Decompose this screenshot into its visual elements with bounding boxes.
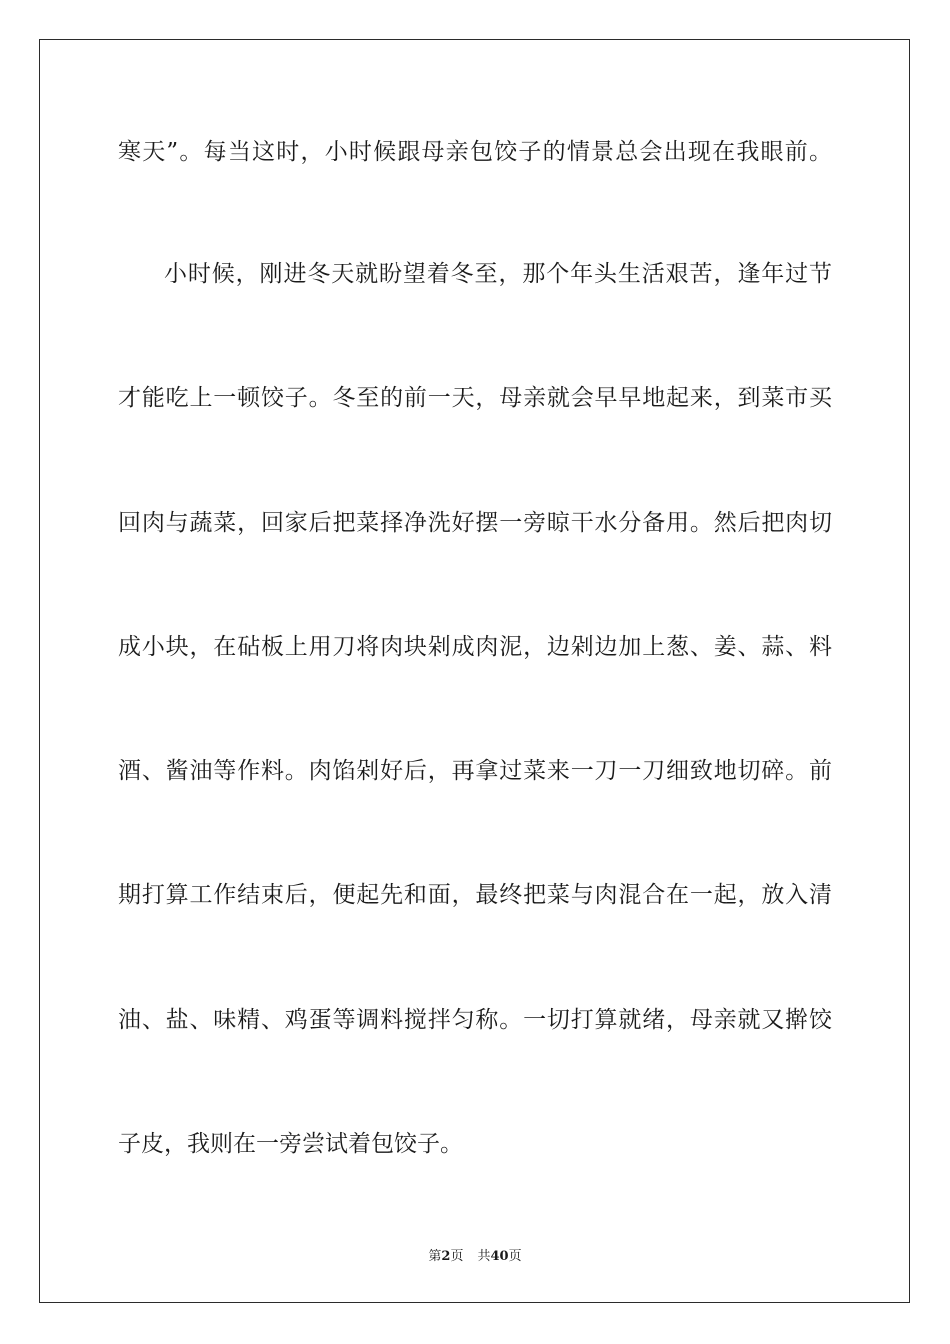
total-label-suffix: 页 bbox=[508, 1249, 522, 1264]
text-line: 成小块，在砧板上用刀将肉块剁成肉泥，边剁边加上葱、姜、蒜、料 bbox=[118, 634, 832, 660]
page-number: 2 bbox=[441, 1249, 451, 1264]
text-line: 子皮，我则在一旁尝试着包饺子。 bbox=[118, 1131, 463, 1157]
text-line: 期打算工作结束后，便起先和面，最终把菜与肉混合在一起，放入清 bbox=[118, 882, 832, 908]
text-line: 小时候，刚进冬天就盼望着冬至，那个年头生活艰苦，逢年过节 bbox=[164, 261, 832, 287]
text-line: 油、盐、味精、鸡蛋等调料搅拌匀称。一切打算就绪，母亲就又擀饺 bbox=[118, 1007, 832, 1033]
page-footer bbox=[0, 1249, 950, 1265]
page-label-prefix: 第 bbox=[428, 1249, 442, 1264]
text-line: 寒天”。每当这时，小时候跟母亲包饺子的情景总会出现在我眼前。 bbox=[118, 139, 832, 165]
total-label-prefix: 共 bbox=[477, 1249, 491, 1264]
text-line: 回肉与蔬菜，回家后把菜择净洗好摆一旁晾干水分备用。然后把肉切 bbox=[118, 510, 832, 536]
page-label-suffix: 页 bbox=[450, 1249, 464, 1264]
text-line: 才能吃上一顿饺子。冬至的前一天，母亲就会早早地起来，到菜市买 bbox=[118, 385, 832, 411]
text-line: 酒、酱油等作料。肉馅剁好后，再拿过菜来一刀一刀细致地切碎。前 bbox=[118, 758, 832, 784]
total-pages: 40 bbox=[490, 1249, 509, 1264]
page-border bbox=[39, 39, 910, 1303]
